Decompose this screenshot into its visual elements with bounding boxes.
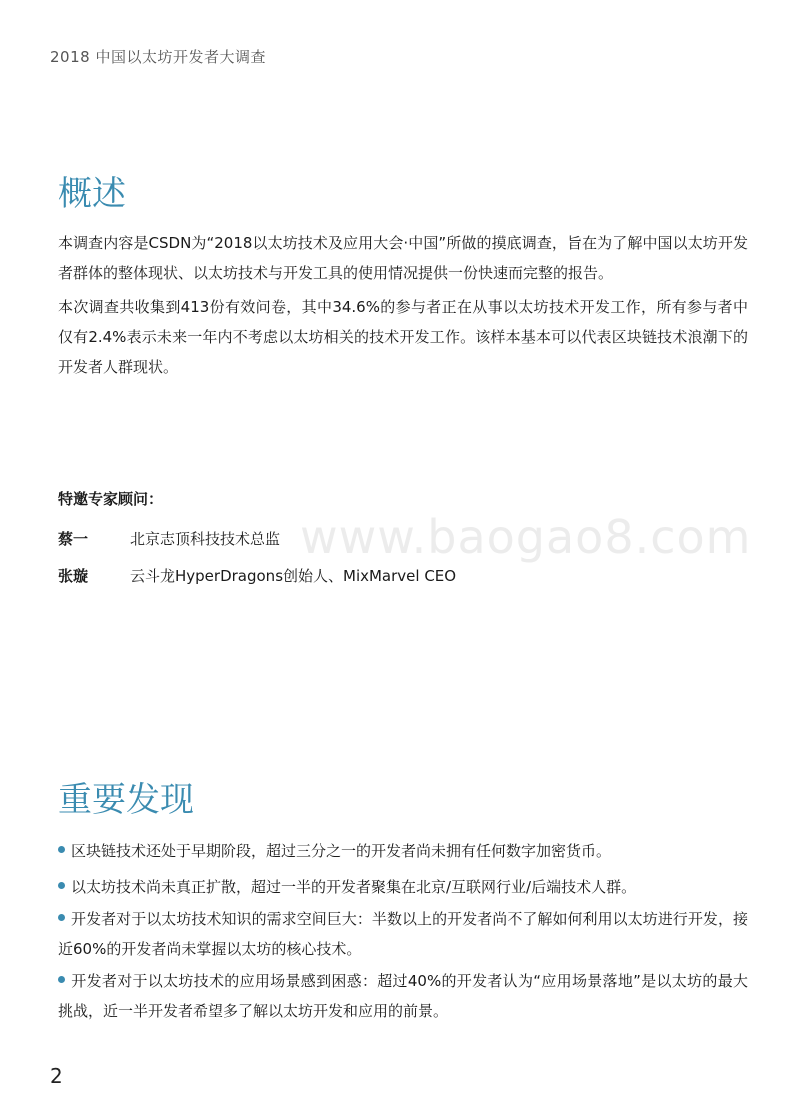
advisor-name: 蔡一	[58, 529, 89, 548]
overview-heading: 概述	[58, 174, 126, 214]
page-number: 2	[50, 1064, 63, 1088]
bullet-dot-icon	[58, 846, 65, 853]
finding-item	[58, 904, 748, 964]
overview-paragraph: 本次调查共收集到413份有效问卷，其中34.6%的参与者正在从事以太坊技术开发工作，所有参与者中仅有2.4%表示未来一年内不考虑以太坊相关的技术开发工作。该样本基本可以代表区块链技术浪潮下的开发者人群现状。	[58, 298, 748, 376]
document-header: 2018 中国以太坊开发者大调查	[50, 48, 266, 66]
findings-heading: 重要发现	[58, 780, 194, 820]
finding-text: 开发者对于以太坊技术知识的需求空间巨大：半数以上的开发者尚不了解如何利用以太坊进行开发，接近60%的开发者尚未掌握以太坊的核心技术。	[58, 910, 748, 958]
advisor-title: 北京志顶科技技术总监	[130, 529, 281, 548]
advisor-row	[58, 563, 456, 587]
finding-text: 以太坊技术尚未真正扩散，超过一半的开发者聚集在北京/互联网行业/后端技术人群。	[71, 878, 637, 896]
finding-item	[58, 872, 748, 902]
overview-paragraph: 本调查内容是CSDN为“2018以太坊技术及应用大会·中国”所做的摸底调查，旨在为了解中国以太坊开发者群体的整体现状、以太坊技术与开发工具的使用情况提供一份快速而完整的报告。	[58, 234, 748, 282]
bullet-dot-icon	[58, 882, 65, 889]
advisors-label: 特邀专家顾问：	[58, 490, 164, 508]
bullet-dot-icon	[58, 914, 65, 921]
advisor-name: 张璇	[58, 566, 89, 585]
watermark: www.baogao8.com	[300, 510, 752, 564]
bullet-dot-icon	[58, 976, 65, 983]
finding-item	[58, 966, 748, 1026]
advisor-title: 云斗龙HyperDragons创始人、MixMarvel CEO	[130, 566, 457, 585]
finding-text: 开发者对于以太坊技术的应用场景感到困惑：超过40%的开发者认为“应用场景落地”是以太坊的最大挑战，近一半开发者希望多了解以太坊开发和应用的前景。	[58, 972, 748, 1020]
advisor-row	[58, 526, 280, 550]
finding-text: 区块链技术还处于早期阶段，超过三分之一的开发者尚未拥有任何数字加密货币。	[71, 842, 612, 860]
finding-item	[58, 836, 748, 866]
